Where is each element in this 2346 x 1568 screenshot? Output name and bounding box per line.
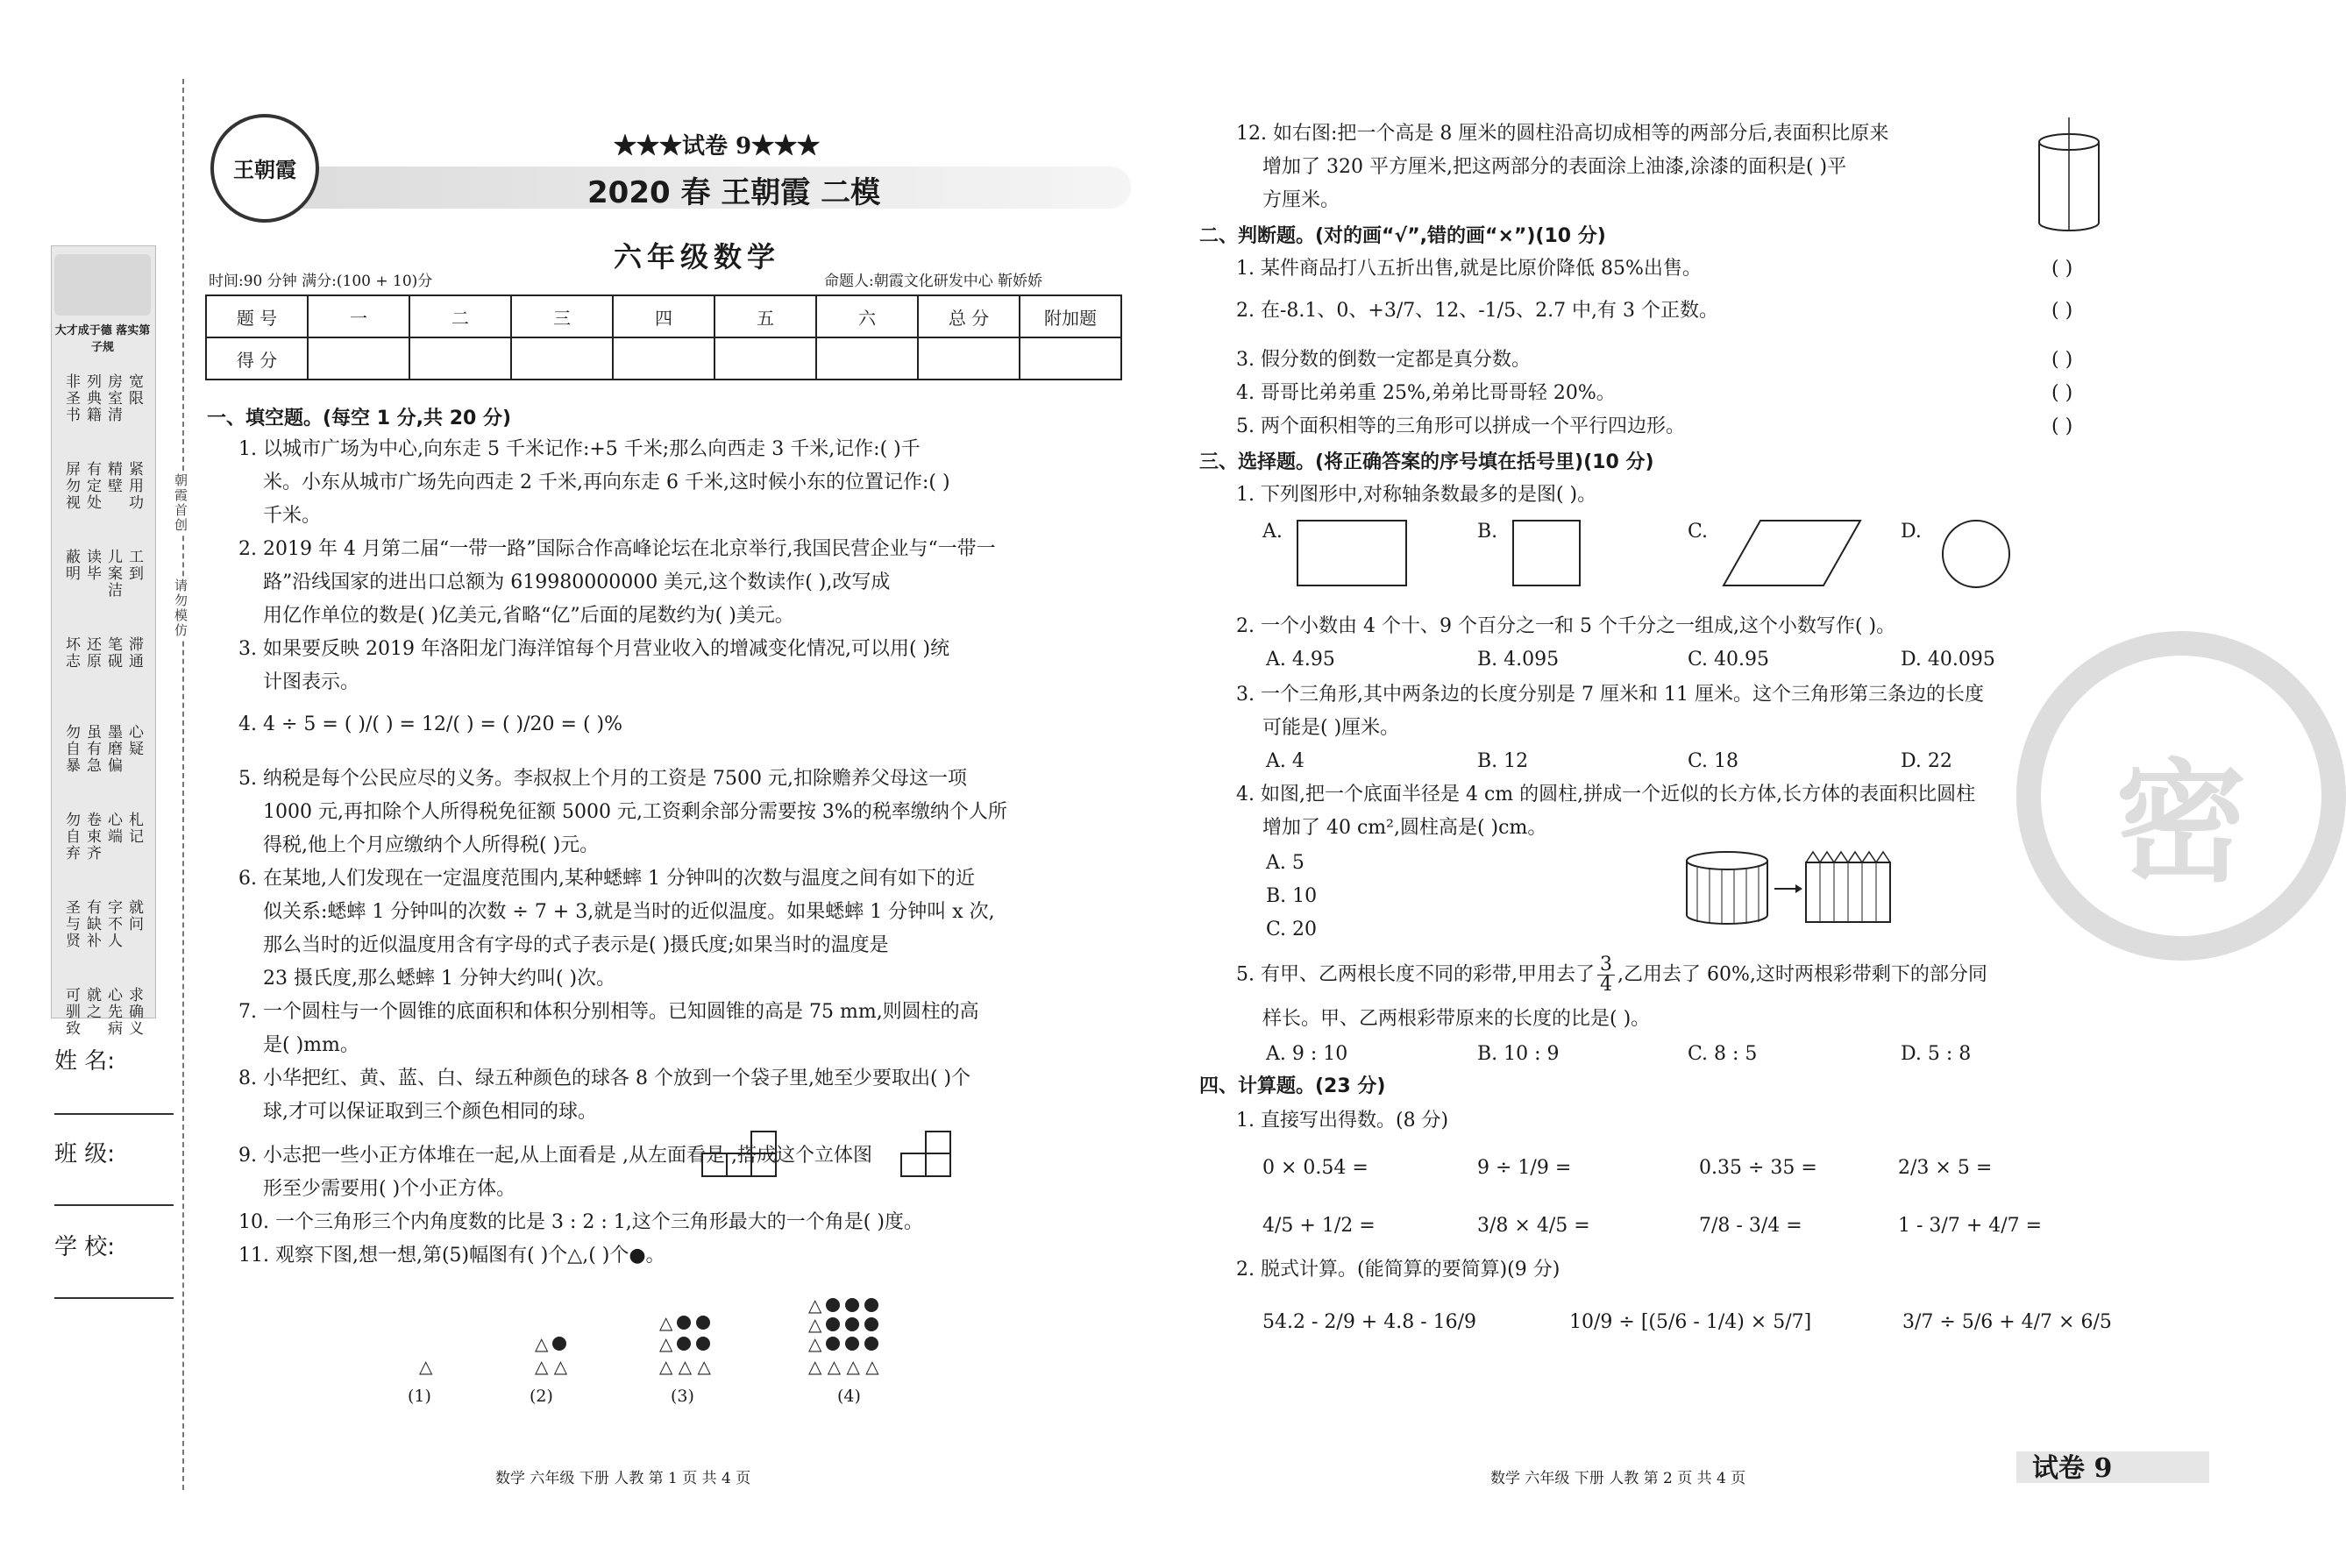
strip-motto-column: 蔽明 — [62, 549, 80, 582]
strip-motto-column: 心端 — [104, 812, 122, 845]
score-row-label: 得 分 — [206, 337, 308, 380]
svg-text:△: △ — [808, 1333, 822, 1354]
judge-blank: ( ) — [2051, 258, 2073, 280]
strip-motto-column: 求确义 — [125, 987, 143, 1037]
strip-motto-column: 心先病 — [104, 987, 122, 1037]
s3-q5-line1 — [1236, 955, 1987, 995]
s1-line: 8. 小华把红、黄、蓝、白、绿五种颜色的球各 8 个放到一个袋子里,她至少要取出( )个 — [238, 1068, 971, 1089]
cylinder-to-cuboid-figure — [1683, 848, 1894, 927]
score-table — [205, 294, 1122, 380]
score-cell — [511, 337, 613, 380]
s3-q1-opt-d: D. — [1901, 521, 1922, 543]
judge-blank: ( ) — [2051, 415, 2073, 437]
fig-label-3: (3) — [671, 1387, 694, 1406]
s3-q1-opt-a: A. — [1262, 521, 1283, 543]
judge-item: 4. 哥哥比弟弟重 25%,弟弟比哥哥轻 20%。 — [1236, 382, 1616, 404]
fig-label-4: (4) — [837, 1387, 861, 1406]
s3-q5-line2: 样长。甲、乙两根彩带原来的长度的比是( )。 — [1262, 1008, 1651, 1030]
shape-options — [1294, 517, 2136, 591]
s3-q1-opt-b: B. — [1477, 521, 1498, 543]
fraction-3-4: $\frac{3}{4}$ — [1597, 955, 1615, 995]
calc-item: 10/9 ÷ [(5/6 - 1/4) × 5/7] — [1569, 1311, 1812, 1333]
s1-line: 千米。 — [263, 505, 322, 527]
strip-motto-column: 墨磨偏 — [104, 724, 122, 774]
class-line — [54, 1204, 174, 1206]
score-cell — [613, 337, 714, 380]
pattern-figures — [403, 1297, 912, 1402]
s1-line: 9. 小志把一些小正方体堆在一起,从上面看是 ,从左面看是 ,搭成这个立体图 — [238, 1145, 872, 1167]
strip-motto-column: 就之 — [83, 987, 101, 1020]
option: D. 22 — [1901, 750, 1952, 772]
s3-q3-line2: 可能是( )厘米。 — [1262, 717, 1400, 739]
option: C. 40.95 — [1688, 649, 1770, 670]
s3-q3-line1: 3. 一个三角形,其中两条边的长度分别是 7 厘米和 11 厘米。这个三角形第三条边的长度 — [1236, 684, 1984, 706]
strip-motto-column: 非圣书 — [62, 373, 80, 423]
strip-motto-column: 札记 — [125, 812, 143, 845]
s3-q1-opt-c: C. — [1688, 521, 1709, 543]
secret-stamp — [2016, 631, 2346, 961]
exam-author: 命题人:朝霞文化研发中心 靳娇娇 — [824, 273, 1043, 290]
s1-line: 23 摄氏度,那么蟋蟀 1 分钟大约叫( )次。 — [263, 968, 616, 990]
s1-line: 那么当时的近似温度用含有字母的式子表示是( )摄氏度;如果当时的温度是 — [263, 934, 889, 956]
score-head-cell: 五 — [714, 295, 816, 337]
section1-heading: 一、填空题。(每空 1 分,共 20 分) — [207, 408, 512, 429]
cylinder-figure — [2036, 114, 2102, 237]
fig-label-1: (1) — [408, 1387, 431, 1406]
svg-text:△: △ — [535, 1333, 549, 1354]
judge-item: 5. 两个面积相等的三角形可以拼成一个平行四边形。 — [1236, 415, 1685, 437]
s1-line: 路”沿线国家的进出口总额为 619980000000 美元,这个数读作( ),改写成 — [263, 571, 891, 593]
top-view-figure — [701, 1131, 780, 1178]
school-label: 学 校: — [54, 1234, 116, 1260]
score-cell — [409, 337, 511, 380]
score-head-cell: 总 分 — [918, 295, 1020, 337]
strip-motto-column: 工到 — [125, 549, 143, 582]
judge-blank: ( ) — [2051, 349, 2073, 371]
strip-motto-column: 屏勿视 — [62, 461, 80, 511]
svg-text:△ △ △: △ △ △ — [659, 1356, 711, 1377]
strip-motto-column: 圣与贤 — [62, 899, 80, 949]
strip-motto-column: 字不人 — [104, 899, 122, 949]
fold-text-1: 朝霞首创 — [173, 473, 188, 533]
name-label: 姓 名: — [54, 1048, 116, 1075]
s3-q5-part2: ,乙用去了 60%,这时两根彩带剩下的部分同 — [1617, 963, 1987, 986]
score-head-cell: 四 — [613, 295, 714, 337]
calc-item: 9 ÷ 1/9 = — [1477, 1157, 1572, 1179]
paper-tag: 试卷 9 — [2032, 1453, 2113, 1484]
s1-line: 得税,他上个月应缴纳个人所得税( )元。 — [263, 834, 600, 856]
strip-motto-column: 心疑 — [125, 724, 143, 757]
s3-q5-part1: 5. 有甲、乙两根长度不同的彩带,甲用去了 — [1236, 963, 1595, 986]
judge-blank: ( ) — [2051, 300, 2073, 322]
score-head-cell: 六 — [816, 295, 918, 337]
score-cell — [714, 337, 816, 380]
s1-line: 米。小东从城市广场先向西走 2 千米,再向东走 6 千米,这时候小东的位置记作:( ) — [263, 472, 950, 493]
s1-line: 1. 以城市广场为中心,向东走 5 千米记作:+5 千米;那么向西走 3 千米,记作:( )千 — [238, 438, 921, 460]
strip-motto-column: 可驯致 — [62, 987, 80, 1037]
strip-motto-column: 列典籍 — [83, 373, 101, 423]
calc-item: 0 × 0.54 = — [1262, 1157, 1368, 1179]
strip-motto-column: 卷束齐 — [83, 812, 101, 862]
calc-item: 4/5 + 1/2 = — [1262, 1215, 1376, 1237]
score-head-cell: 一 — [308, 295, 409, 337]
s3-q4-line2: 增加了 40 cm²,圆柱高是( )cm。 — [1262, 817, 1547, 839]
judge-item: 2. 在-8.1、0、+3/7、12、-1/5、2.7 中,有 3 个正数。 — [1236, 300, 1719, 322]
s1-line: 5. 纳税是每个公民应尽的义务。李叔叔上个月的工资是 7500 元,扣除赡养父母这一项 — [238, 768, 967, 790]
option: A. 4.95 — [1266, 649, 1335, 670]
score-head-cell: 三 — [511, 295, 613, 337]
s1-line: 2. 2019 年 4 月第二届“一带一路”国际合作高峰论坛在北京举行,我国民营企业与“一带一 — [238, 538, 996, 560]
svg-text:△: △ — [659, 1312, 673, 1333]
score-head-cell: 附加题 — [1020, 295, 1121, 337]
s4-sub2: 2. 脱式计算。(能简算的要简算)(9 分) — [1236, 1259, 1560, 1281]
footer-left: 数学 六年级 下册 人教 第 1 页 共 4 页 — [495, 1470, 751, 1487]
exam-meta: 时间:90 分钟 满分:(100 + 10)分 — [209, 273, 433, 290]
paper-title: 2020 春 王朝霞 二模 — [587, 175, 881, 210]
score-head-cell: 题 号 — [206, 295, 308, 337]
strip-motto-column: 房室清 — [104, 373, 122, 423]
score-cell — [1020, 337, 1121, 380]
svg-text:△: △ — [419, 1356, 433, 1377]
strip-motto-column: 勿自暴 — [62, 724, 80, 774]
option: C. 18 — [1688, 750, 1739, 772]
s1-line: 11. 观察下图,想一想,第(5)幅图有( )个△,( )个●。 — [238, 1245, 665, 1266]
svg-text:△: △ — [808, 1314, 822, 1335]
option: B. 4.095 — [1477, 649, 1560, 670]
stamp-text: 密 — [2115, 746, 2247, 900]
s1-line: 7. 一个圆柱与一个圆锥的底面积和体积分别相等。已知圆锥的高是 75 mm,则圆柱的高 — [238, 1001, 979, 1023]
fig-label-2: (2) — [530, 1387, 553, 1406]
svg-text:△ △: △ △ — [535, 1356, 568, 1377]
calc-item: 3/7 ÷ 5/6 + 4/7 × 6/5 — [1902, 1311, 2112, 1333]
section4-heading: 四、计算题。(23 分) — [1199, 1075, 1386, 1097]
s3-q2: 2. 一个小数由 4 个十、9 个百分之一和 5 个千分之一组成,这个小数写作( )。 — [1236, 615, 1896, 637]
brand-logo — [210, 114, 319, 223]
strip-motto-column: 读毕 — [83, 549, 101, 582]
s1-line: 10. 一个三角形三个内角度数的比是 3 : 2 : 1,这个三角形最大的一个角是( )度。 — [238, 1211, 923, 1233]
strip-motto-column: 宽限 — [125, 373, 143, 407]
s1-line: 是( )mm。 — [263, 1034, 359, 1056]
s3-q1: 1. 下列图形中,对称轴条数最多的是图( )。 — [1236, 484, 1597, 506]
option: A. 4 — [1266, 750, 1305, 772]
strip-motto: 大才成于德 落实第子规 — [54, 324, 151, 354]
calc-item: 7/8 - 3/4 = — [1699, 1215, 1802, 1237]
s1-line: 1000 元,再扣除个人所得税免征额 5000 元,工资剩余部分需要按 3%的税率缴纳个人所 — [263, 801, 1007, 823]
strip-motto-column: 滞通 — [125, 636, 143, 670]
s4-sub1: 1. 直接写出得数。(8 分) — [1236, 1110, 1449, 1132]
s1-line: 似关系:蟋蟀 1 分钟叫的次数 ÷ 7 + 3,就是当时的近似温度。如果蟋蟀 1 分钟叫 x 次, — [263, 901, 995, 923]
s1-line: 形至少需要用( )个小正方体。 — [263, 1178, 516, 1200]
judge-item: 1. 某件商品打八五折出售,就是比原价降低 85%出售。 — [1236, 258, 1702, 280]
option: B. 12 — [1477, 750, 1529, 772]
strip-motto-column: 勿自弃 — [62, 812, 80, 862]
scholar-figure — [54, 254, 151, 316]
q12-line: 12. 如右图:把一个高是 8 厘米的圆柱沿高切成相等的两部分后,表面积比原来 — [1236, 123, 1889, 145]
strip-motto-column: 虽有急 — [83, 724, 101, 774]
calc-item: 1 - 3/7 + 4/7 = — [1898, 1215, 2043, 1237]
q12-line: 增加了 320 平方厘米,把这两部分的表面涂上油漆,涂漆的面积是( )平 — [1262, 156, 1847, 178]
class-label: 班 级: — [54, 1141, 116, 1167]
s3-q4-opt-c: C. 20 — [1266, 919, 1318, 940]
name-line — [54, 1113, 174, 1115]
calc-item: 54.2 - 2/9 + 4.8 - 16/9 — [1262, 1311, 1477, 1333]
s1-line: 3. 如果要反映 2019 年洛阳龙门海洋馆每个月营业收入的增减变化情况,可以用( )统 — [238, 638, 950, 660]
option: D. 5 : 8 — [1901, 1043, 1972, 1065]
calc-item: 0.35 ÷ 35 = — [1699, 1157, 1817, 1179]
footer-right: 数学 六年级 下册 人教 第 2 页 共 4 页 — [1490, 1470, 1746, 1487]
strip-motto-column: 儿案洁 — [104, 549, 122, 599]
s1-line: 4. 4 ÷ 5 = ( )/( ) = 12/( ) = ( )/20 = ( )% — [238, 713, 623, 735]
svg-text:△: △ — [808, 1295, 822, 1316]
score-cell — [918, 337, 1020, 380]
section2-heading: 二、判断题。(对的画“√”,错的画“×”)(10 分) — [1199, 225, 1606, 247]
s3-q4-line1: 4. 如图,把一个底面半径是 4 cm 的圆柱,拼成一个近似的长方体,长方体的表面积比圆柱 — [1236, 784, 1976, 805]
judge-item: 3. 假分数的倒数一定都是真分数。 — [1236, 349, 1531, 371]
calc-item: 3/8 × 4/5 = — [1477, 1215, 1590, 1237]
strip-motto-column: 紧用功 — [125, 461, 143, 511]
section3-heading: 三、选择题。(将正确答案的序号填在括号里)(10 分) — [1199, 451, 1654, 473]
strip-motto-column: 有缺补 — [83, 899, 101, 949]
svg-text:△ △ △ △: △ △ △ △ — [808, 1356, 879, 1377]
strip-motto-column: 精壁 — [104, 461, 122, 494]
option: C. 8 : 5 — [1688, 1043, 1758, 1065]
score-cell — [308, 337, 409, 380]
s3-q4-opt-a: A. 5 — [1266, 852, 1305, 874]
s3-q4-opt-b: B. 10 — [1266, 885, 1318, 907]
score-cell — [816, 337, 918, 380]
paper-series: ★★★试卷 9★★★ — [614, 133, 821, 160]
q12-line: 方厘米。 — [1262, 189, 1340, 211]
s1-line: 用亿作单位的数是( )亿美元,省略“亿”后面的尾数约为( )美元。 — [263, 605, 794, 627]
school-line — [54, 1297, 174, 1299]
calc-item: 2/3 × 5 = — [1898, 1157, 1993, 1179]
s1-line: 球,才可以保证取到三个颜色相同的球。 — [263, 1101, 597, 1123]
strip-motto-column: 就问 — [125, 899, 143, 933]
strip-motto-column: 有定处 — [83, 461, 101, 511]
option: A. 9 : 10 — [1266, 1043, 1348, 1065]
option: D. 40.095 — [1901, 649, 1995, 670]
svg-text:△: △ — [659, 1333, 673, 1354]
s1-line: 计图表示。 — [263, 671, 360, 693]
score-head-cell: 二 — [409, 295, 511, 337]
s1-line: 6. 在某地,人们发现在一定温度范围内,某种蟋蟀 1 分钟叫的次数与温度之间有如下的近 — [238, 868, 975, 890]
strip-motto-column: 还原 — [83, 636, 101, 670]
fold-text-2: 请勿模仿 — [173, 578, 188, 638]
judge-blank: ( ) — [2051, 382, 2073, 404]
strip-motto-column: 坏志 — [62, 636, 80, 670]
logo-text: 王朝霞 — [233, 157, 296, 182]
left-view-figure — [900, 1131, 955, 1178]
option: B. 10 : 9 — [1477, 1043, 1560, 1065]
paper-subtitle: 六年级数学 — [614, 240, 781, 273]
fold-line — [182, 79, 184, 1490]
strip-motto-column: 笔砚 — [104, 636, 122, 670]
